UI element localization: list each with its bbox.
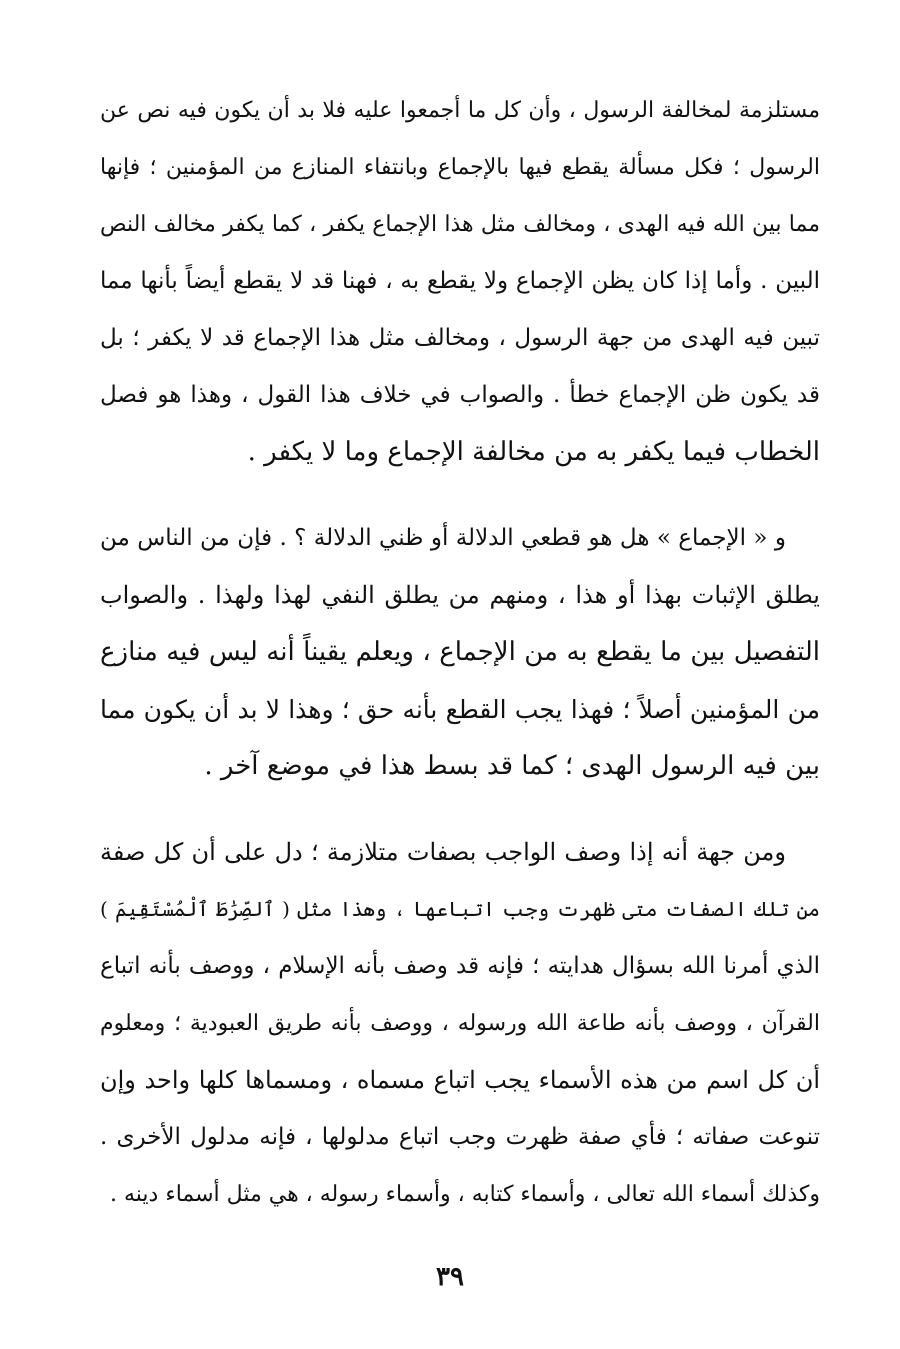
paragraph-2 (100, 510, 820, 795)
text-line: قد يكون ظن الإجماع خطأ . والصواب في خلاف هذا القول ، وهذا هو فصل (100, 382, 820, 408)
text-line: من تلك الصفات متى ظهرت وجب اتباعها ، وهذا مثل ( ٱلصِّرَٰطَ ٱلْمُسْتَقِيمَ ) (100, 897, 820, 921)
paragraph-1 (100, 82, 820, 481)
text-line: مما بين الله فيه الهدى ، ومخالف مثل هذا الإجماع يكفر ، كما يكفر مخالف النص (100, 212, 820, 237)
text-line: بين فيه الرسول الهدى ؛ كما قد بسط هذا في موضع آخر . (204, 751, 820, 781)
text-line: البين . وأما إذا كان يظن الإجماع ولا يقطع به ، فهنا قد لا يقطع أيضاً بأنها مما (100, 268, 820, 294)
text-line: الرسول ؛ فكل مسألة يقطع فيها بالإجماع وبانتفاء المنازع من المؤمنين ؛ فإنها (100, 155, 820, 180)
text-line: الذي أمرنا الله بسؤال هدايته ؛ فإنه قد وصف بأنه الإسلام ، ووصف بأنه اتباع (100, 953, 820, 979)
text-line: تبين فيه الهدى من جهة الرسول ، ومخالف مثل هذا الإجماع قد لا يكفر ؛ بل (100, 325, 820, 351)
text-line: تنوعت صفاته ؛ فأي صفة ظهرت وجب اتباع مدلولها ، فإنه مدلول الأخرى . (100, 1124, 820, 1150)
text-line: ومن جهة أنه إذا وصف الواجب بصفات متلازمة ؛ دل على أن كل صفة (100, 838, 786, 866)
text-line: يطلق الإثبات بهذا أو هذا ، ومنهم من يطلق النفي لهذا ولهذا . والصواب (100, 581, 820, 609)
paragraph-3 (100, 824, 820, 1223)
page-number: ٣٩ (436, 1262, 464, 1292)
text-line: التفصيل بين ما يقطع به من الإجماع ، ويعلم يقيناً أنه ليس فيه منازع (100, 637, 820, 667)
text-line: مستلزمة لمخالفة الرسول ، وأن كل ما أجمعوا عليه فلا بد أن يكون فيه نص عن (100, 98, 820, 123)
text-line: وكذلك أسماء الله تعالى ، وأسماء كتابه ، وأسماء رسوله ، هي مثل أسماء دينه . (110, 1182, 820, 1207)
text-line: القرآن ، ووصف بأنه طاعة الله ورسوله ، ووصف بأنه طريق العبودية ؛ ومعلوم (100, 1011, 820, 1036)
text-line: أن كل اسم من هذه الأسماء يجب اتباع مسماه ، ومسماها كلها واحد وإن (100, 1066, 820, 1094)
text-line: الخطاب فيما يكفر به من مخالفة الإجماع وما لا يكفر . (247, 437, 820, 467)
text-line: من المؤمنين أصلاً ؛ فهذا يجب القطع بأنه حق ؛ وهذا لا بد أن يكون مما (100, 695, 820, 724)
text-line: و « الإجماع » هل هو قطعي الدلالة أو ظني الدلالة ؟ . فإن من الناس من (100, 525, 786, 551)
